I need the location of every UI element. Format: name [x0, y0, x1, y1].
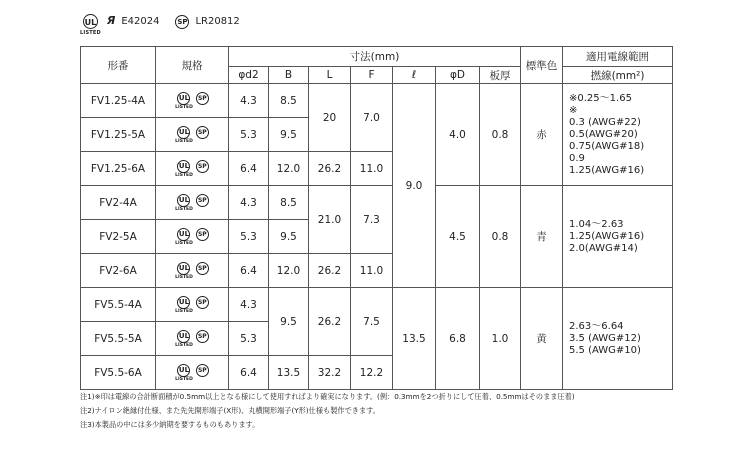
wire-range-cell: ※0.25～1.65 ※ 0.3 (AWG#22) 0.5(AWG#20) 0.75(AWG#18) 0.9 1.25(AWG#16)	[563, 84, 673, 186]
standard-cell: UL LISTED SP	[156, 254, 229, 288]
phi-d2-cell: 4.3	[229, 84, 269, 118]
ul-file-number: E42024	[121, 16, 160, 27]
l-cell: 26.2	[309, 152, 351, 186]
standard-cell: UL LISTED SP	[156, 152, 229, 186]
phi-d2-cell: 5.3	[229, 220, 269, 254]
f-cell: 11.0	[351, 152, 393, 186]
standard-cell: UL LISTED SP	[156, 118, 229, 152]
header-l: L	[309, 67, 351, 84]
header-phi-D: φD	[436, 67, 480, 84]
header-thickness: 板厚	[480, 67, 521, 84]
f-cell: 7.5	[351, 288, 393, 356]
table-row	[81, 288, 673, 322]
csa-logo-icon: SP	[196, 160, 209, 173]
l-cell: 21.0	[309, 186, 351, 254]
footnote-2: 注2)ナイロン絶縁付仕様、また先先開形端子(X形)、丸横開形端子(Y形)仕様も製作できます。	[80, 406, 380, 415]
phi-d2-cell: 6.4	[229, 152, 269, 186]
model-cell: FV2-6A	[81, 254, 156, 288]
header-color: 標準色	[521, 47, 563, 84]
csa-logo-icon: SP	[196, 364, 209, 377]
thickness-cell: 1.0	[480, 288, 521, 390]
csa-logo-icon: SP	[196, 262, 209, 275]
model-cell: FV1.25-5A	[81, 118, 156, 152]
table-row	[81, 84, 673, 118]
phi-d2-cell: 5.3	[229, 118, 269, 152]
ul-logo-icon: UL	[177, 296, 190, 309]
certification-bar	[80, 14, 240, 44]
wire-range-cell: 1.04～2.63 1.25(AWG#16) 2.0(AWG#14)	[563, 186, 673, 288]
ul-logo-icon: UL	[177, 92, 190, 105]
model-cell: FV5.5-5A	[81, 322, 156, 356]
phi-D-cell: 4.0	[436, 84, 480, 186]
header-wire-range: 適用電線範囲	[563, 47, 673, 67]
header-model: 形番	[81, 47, 156, 84]
model-cell: FV5.5-6A	[81, 356, 156, 390]
b-cell: 9.5	[269, 220, 309, 254]
ell-cell: 13.5	[393, 288, 436, 390]
ul-logo-icon: UL	[177, 160, 190, 173]
b-cell: 9.5	[269, 288, 309, 356]
thickness-cell: 0.8	[480, 186, 521, 288]
phi-d2-cell: 5.3	[229, 322, 269, 356]
model-cell: FV5.5-4A	[81, 288, 156, 322]
color-cell: 黄	[521, 288, 563, 390]
header-dimensions: 寸法(mm)	[229, 47, 521, 67]
f-cell: 7.0	[351, 84, 393, 152]
standard-cell: UL LISTED SP	[156, 356, 229, 390]
standard-cell: UL LISTED SP	[156, 288, 229, 322]
csa-logo-icon: SP	[196, 228, 209, 241]
b-cell: 12.0	[269, 254, 309, 288]
standard-cell: UL LISTED SP	[156, 186, 229, 220]
model-cell: FV1.25-6A	[81, 152, 156, 186]
b-cell: 8.5	[269, 186, 309, 220]
standard-cell: UL LISTED SP	[156, 220, 229, 254]
csa-logo-icon: SP	[196, 330, 209, 343]
l-cell: 26.2	[309, 254, 351, 288]
csa-file-number: LR20812	[195, 16, 240, 27]
header-f: F	[351, 67, 393, 84]
ul-logo-icon: UL	[177, 330, 190, 343]
color-cell: 青	[521, 186, 563, 288]
csa-logo-icon: SP	[196, 296, 209, 309]
header-ell: ℓ	[393, 67, 436, 84]
phi-d2-cell: 4.3	[229, 186, 269, 220]
ul-logo-icon: UL	[177, 262, 190, 275]
ul-logo-icon: UL	[177, 194, 190, 207]
phi-d2-cell: 6.4	[229, 356, 269, 390]
csa-logo-icon: SP	[196, 126, 209, 139]
standard-cell: UL LISTED SP	[156, 84, 229, 118]
model-cell: FV2-5A	[81, 220, 156, 254]
header-strands: 撚線(mm²)	[563, 67, 673, 84]
l-cell: 32.2	[309, 356, 351, 390]
ul-listed-mark: UL LISTED	[80, 14, 101, 36]
header-standard: 規格	[156, 47, 229, 84]
header-b: B	[269, 67, 309, 84]
f-cell: 12.2	[351, 356, 393, 390]
ul-logo-icon: UL	[177, 364, 190, 377]
ul-logo-icon: UL	[83, 14, 98, 29]
table-row	[81, 186, 673, 220]
ur-recognized-icon: Я	[106, 14, 116, 27]
footnote-1: 注1)※印は電線の合計断面積が0.5mm以上となる様にして使用すればより確実になります。(例：0.3mmを2つ折りにして圧着、0.5mmはそのまま圧着)	[80, 392, 575, 401]
phi-D-cell: 6.8	[436, 288, 480, 390]
csa-logo-icon: SP	[175, 15, 189, 29]
phi-d2-cell: 4.3	[229, 288, 269, 322]
model-cell: FV1.25-4A	[81, 84, 156, 118]
b-cell: 8.5	[269, 84, 309, 118]
f-cell: 11.0	[351, 254, 393, 288]
ul-logo-icon: UL	[177, 228, 190, 241]
f-cell: 7.3	[351, 186, 393, 254]
csa-logo-icon: SP	[196, 92, 209, 105]
thickness-cell: 0.8	[480, 84, 521, 186]
footnote-3: 注3)本製品の中には多少納期を要するものもあります。	[80, 420, 260, 429]
l-cell: 26.2	[309, 288, 351, 356]
b-cell: 13.5	[269, 356, 309, 390]
l-cell: 20	[309, 84, 351, 152]
phi-d2-cell: 6.4	[229, 254, 269, 288]
phi-D-cell: 4.5	[436, 186, 480, 288]
wire-range-cell: 2.63～6.64 3.5 (AWG#12) 5.5 (AWG#10)	[563, 288, 673, 390]
header-phi-d2: φd2	[229, 67, 269, 84]
ul-logo-icon: UL	[177, 126, 190, 139]
b-cell: 12.0	[269, 152, 309, 186]
model-cell: FV2-4A	[81, 186, 156, 220]
standard-cell: UL LISTED SP	[156, 322, 229, 356]
spec-table	[80, 46, 673, 390]
color-cell: 赤	[521, 84, 563, 186]
footnotes	[80, 390, 575, 432]
b-cell: 9.5	[269, 118, 309, 152]
ell-cell: 9.0	[393, 84, 436, 288]
csa-logo-icon: SP	[196, 194, 209, 207]
